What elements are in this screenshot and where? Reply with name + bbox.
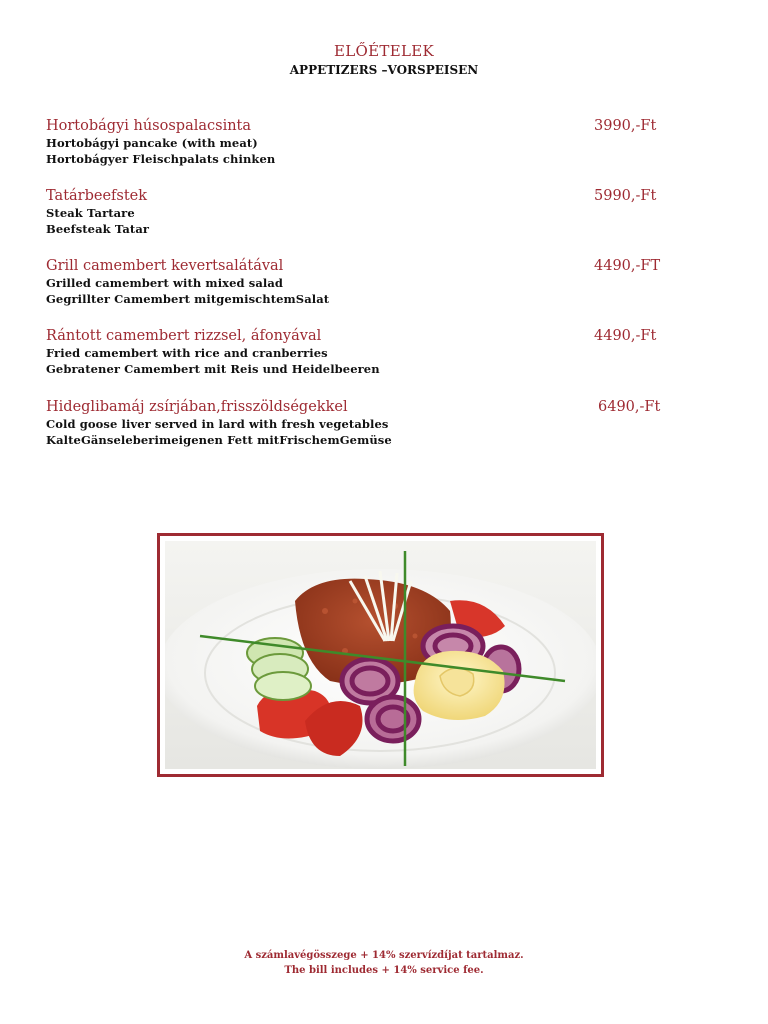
menu-item-price: 6490,-Ft [598, 399, 661, 415]
service-fee-note-en: The bill includes + 14% service fee. [284, 965, 484, 976]
menu-item-german: Beefsteak Tatar [46, 222, 150, 236]
menu-item [46, 398, 726, 448]
menu-item-price: 4490,-FT [594, 258, 661, 274]
menu-item-english: Grilled camembert with mixed salad [46, 276, 284, 290]
menu-item-english: Fried camembert with rice and cranberries [46, 346, 328, 360]
menu-item [46, 187, 726, 237]
menu-item-name: Tatárbeefstek [46, 188, 148, 204]
menu-item-english: Cold goose liver served in lard with fresh vegetables [46, 417, 389, 431]
menu-item-english: Steak Tartare [46, 206, 135, 220]
menu-section-title: ELŐÉTELEK [334, 42, 434, 60]
menu-item-price: 3990,-Ft [594, 118, 657, 134]
menu-item-price: 5990,-Ft [594, 188, 657, 204]
menu-item [46, 117, 726, 167]
service-fee-note-hu: A számlavégösszege + 14% szervízdíjat tartalmaz. [244, 950, 524, 961]
menu-item-english: Hortobágyi pancake (with meat) [46, 136, 258, 150]
menu-item-german: KalteGänseleberimeigenen Fett mitFrischemGemüse [46, 433, 392, 447]
menu-item-name: Hideglibamáj zsírjában,frisszöldségekkel [46, 399, 348, 415]
menu-item [46, 327, 726, 377]
dish-photo-frame [157, 533, 604, 777]
menu-item-name: Hortobágyi húsospalacsinta [46, 118, 252, 134]
menu-item-name: Rántott camembert rizzsel, áfonyával [46, 328, 322, 344]
menu-item-german: Hortobágyer Fleischpalats chinken [46, 152, 276, 166]
menu-item-german: Gegrillter Camembert mitgemischtemSalat [46, 292, 330, 306]
butter-rose [414, 651, 505, 720]
menu-item [46, 257, 726, 307]
menu-item-name: Grill camembert kevertsalátával [46, 258, 284, 274]
menu-item-german: Gebratener Camembert mit Reis und Heidelbeeren [46, 362, 380, 376]
menu-item-price: 4490,-Ft [594, 328, 657, 344]
menu-section-subtitle: APPETIZERS –VORSPEISEN [289, 63, 479, 77]
dish-photo [165, 541, 596, 769]
